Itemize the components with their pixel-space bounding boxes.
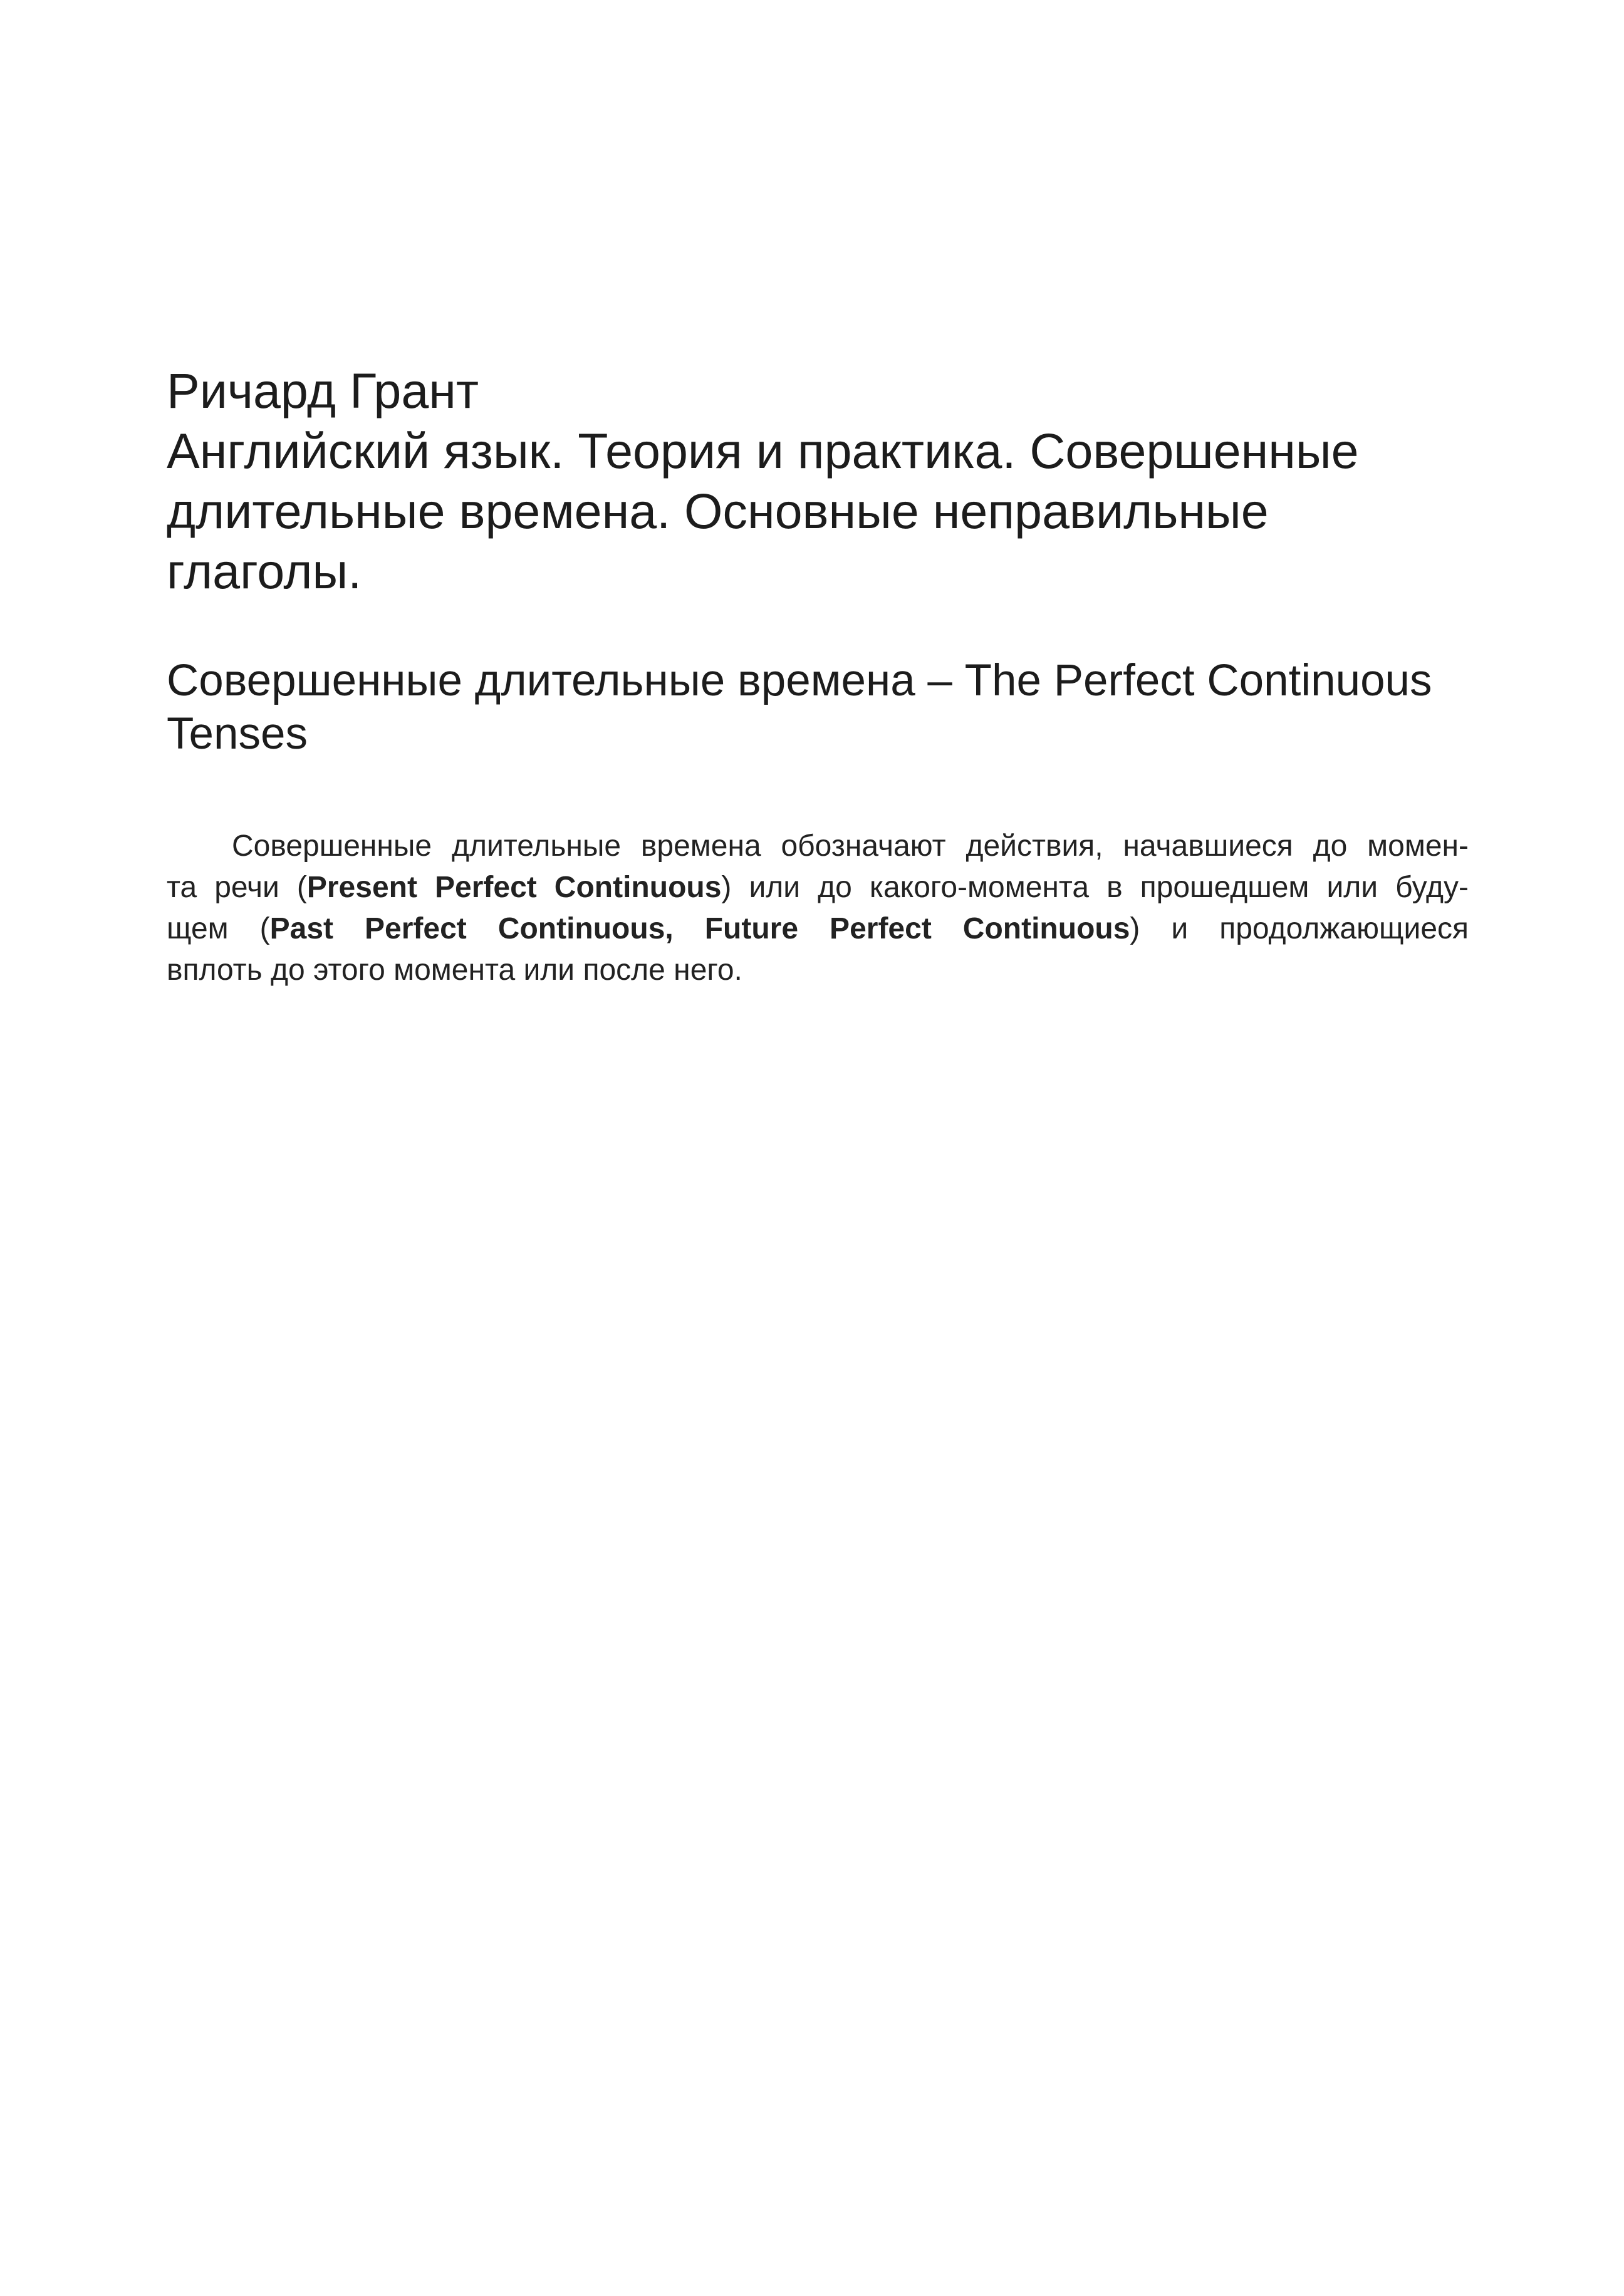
paragraph-text: ) или до какого-момента в прошедшем или буду-	[721, 871, 1469, 904]
section-heading-line-2: Tenses	[167, 709, 308, 759]
paragraph-line-3	[167, 908, 1469, 950]
section-heading-line-1: Совершенные длительные времена – The Perfect Continuous	[167, 656, 1432, 705]
book-title-block	[167, 361, 1495, 601]
paragraph-text: щем (	[167, 912, 270, 945]
tense-name-bold: Present Perfect Continuous	[306, 871, 722, 904]
book-title-line-1: Английский язык. Теория и практика. Совершенные	[167, 423, 1359, 479]
author-name: Ричард Грант	[167, 363, 479, 418]
section-heading	[167, 654, 1495, 761]
paragraph-text: та речи (	[167, 871, 307, 904]
paragraph-line-2	[167, 867, 1469, 908]
book-title-line-3: глаголы.	[167, 543, 362, 599]
paragraph-line-1: Совершенные длительные времена обозначают действия, начавшиеся до момен-	[232, 829, 1469, 863]
body-paragraph	[167, 826, 1469, 991]
paragraph-line-4: вплоть до этого момента или после него.	[167, 953, 742, 987]
book-title-line-2: длительные времена. Основные неправильные	[167, 483, 1269, 539]
tense-names-bold: Past Perfect Continuous, Future Perfect Continuous	[269, 912, 1130, 945]
paragraph-text: ) и продолжающиеся	[1130, 912, 1469, 945]
